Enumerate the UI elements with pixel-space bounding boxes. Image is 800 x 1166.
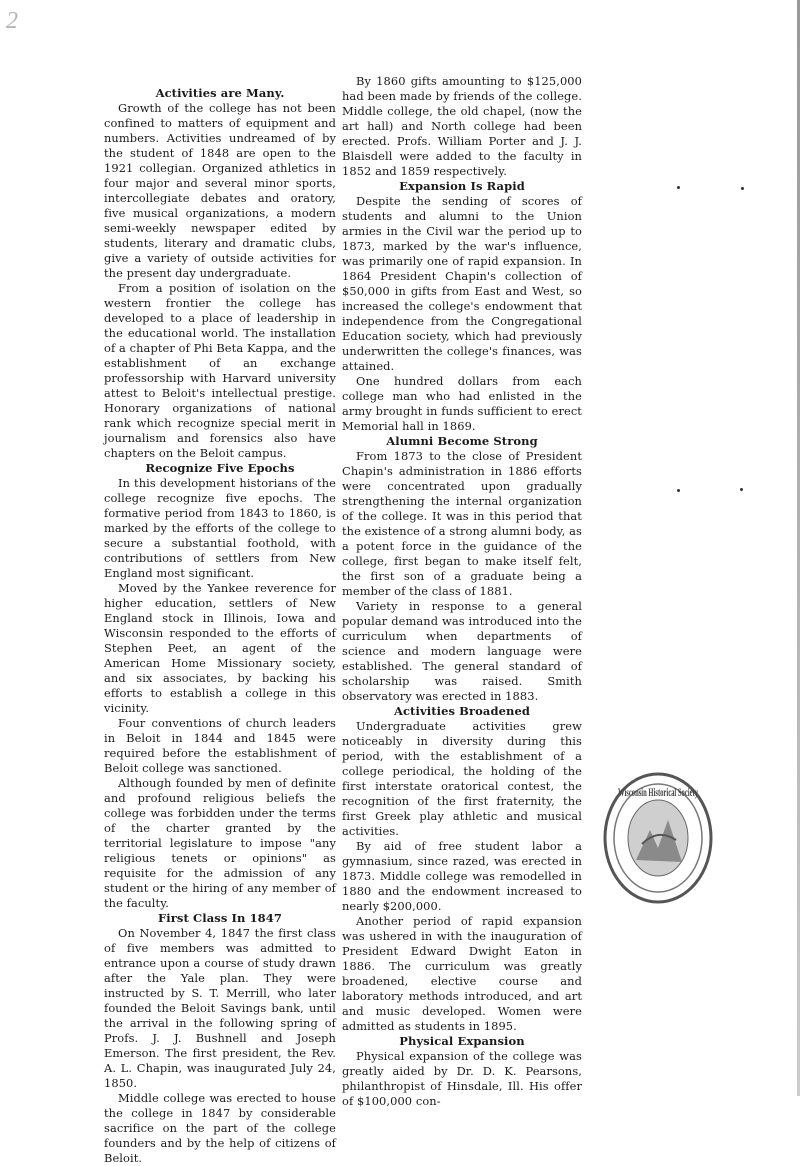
section-heading: Activities are Many. <box>155 86 285 100</box>
margin-dot <box>677 489 680 492</box>
article-column-right <box>342 74 582 1109</box>
page-number: 2 <box>6 8 18 34</box>
paragraph: From 1873 to the close of President Chapin's administration in 1886 efforts were concentrated upon gradually strengthening the internal organization of the college. It was in this period that the existence of a strong alumni body, as a potent force in the guidance of the college, first began to make itself felt, the first son of a graduate being a member of the class of 1881. <box>342 449 582 598</box>
paragraph: On November 4, 1847 the first class of five members was admitted to entrance upon a course of study drawn after the Yale plan. They were instructed by S. T. Merrill, who later founded the Beloit Savings bank, until the arrival in the following spring of Profs. J. J. Bushnell and Joseph Emerson. The first president, the Rev. A. L. Chapin, was inaugurated July 24, 1850. <box>104 926 336 1090</box>
paragraph: By 1860 gifts amounting to $125,000 had been made by friends of the college. Middle college, the old chapel, (now the art hall) and North college had been erected. Profs. William Porter and J. J. Blaisdell were added to the faculty in 1852 and 1859 respectively. <box>342 74 582 178</box>
paragraph: Physical expansion of the college was greatly aided by Dr. D. K. Pearsons, philanthropist of Hinsdale, Ill. His offer of $100,000 con- <box>342 1049 582 1108</box>
margin-dot <box>740 488 743 491</box>
paragraph: Another period of rapid expansion was ushered in with the inauguration of President Edward Dwight Eaton in 1886. The curriculum was greatly broadened, elective course and laboratory methods introduced, and art and music developed. Women were admitted as students in 1895. <box>342 914 582 1033</box>
paragraph: From a position of isolation on the western frontier the college has developed to a place of leadership in the educational world. The installation of a chapter of Phi Beta Kappa, and the establishment of an exchange professorship with Harvard university attest to Beloit's intellectual prestige. Honorary organizations of national rank which recognize special merit in journalism and forensics also have chapters on the Beloit campus. <box>104 281 336 460</box>
paragraph: One hundred dollars from each college man who had enlisted in the army brought in funds sufficient to erect Memorial hall in 1869. <box>342 374 582 433</box>
paragraph: Although founded by men of definite and profound religious beliefs the college was forbidden under the terms of the charter granted by the territorial legislature to impose "any religious tenets or opinions" as requisite for the admission of any student or the hiring of any member of the faculty. <box>104 776 336 910</box>
section-heading: Physical Expansion <box>399 1034 525 1048</box>
paragraph: By aid of free student labor a gymnasium, since razed, was erected in 1873. Middle college was remodelled in 1880 and the endowment increased to nearly $200,000. <box>342 839 582 913</box>
paragraph: Middle college was erected to house the college in 1847 by considerable sacrifice on the part of the college founders and by the help of citizens of Beloit. <box>104 1091 336 1165</box>
article-column-left <box>104 86 336 1166</box>
margin-dot <box>677 186 680 189</box>
section-heading: Recognize Five Epochs <box>145 461 295 475</box>
paragraph: Growth of the college has not been confined to matters of equipment and numbers. Activities undreamed of by the student of 1848 are open to the 1921 collegian. Organized athletics in four major and several minor sports, intercollegiate debates and oratory, five musical organizations, a modern semi-weekly newspaper edited by students, literary and dramatic clubs, give a variety of outside activities for the present day undergraduate. <box>104 101 336 280</box>
section-heading: Activities Broadened <box>393 704 531 718</box>
section-heading: Alumni Become Strong <box>386 434 538 448</box>
paragraph: In this development historians of the college recognize five epochs. The formative period from 1843 to 1860, is marked by the efforts of the college to secure a substantial foothold, with contributions of settlers from New England most significant. <box>104 476 336 580</box>
paragraph: Undergraduate activities grew noticeably in diversity during this period, with the establishment of a college periodical, the holding of the first interstate oratorical contest, the recognition of the first fraternity, the first Greek play athletic and musical activities. <box>342 719 582 838</box>
stamp-text: Wisconsin Historical Society <box>618 785 698 799</box>
paragraph: Moved by the Yankee reverence for higher education, settlers of New England stock in Illinois, Iowa and Wisconsin responded to the efforts of Stephen Peet, an agent of the American Home Missionary society, and six associates, by backing his efforts to establish a college in this vicinity. <box>104 581 336 715</box>
paragraph: Four conventions of church leaders in Beloit in 1844 and 1845 were required before the establishment of Beloit college was sanctioned. <box>104 716 336 775</box>
section-heading: Expansion Is Rapid <box>399 179 525 193</box>
paragraph: Despite the sending of scores of students and alumni to the Union armies in the Civil war the period up to 1873, marked by the war's influence, was primarily one of rapid expansion. In 1864 President Chapin's collection of $50,000 in gifts from East and West, so increased the college's endowment that independence from the Congregational Education society, which had previously underwritten the college's finances, was attained. <box>342 194 582 373</box>
section-heading: First Class In 1847 <box>158 911 282 925</box>
paragraph: Variety in response to a general popular demand was introduced into the curriculum when departments of science and modern language were established. The general standard of scholarship was raised. Smith observatory was erected in 1883. <box>342 599 582 703</box>
margin-dot <box>741 187 744 190</box>
historical-society-stamp <box>602 770 714 906</box>
